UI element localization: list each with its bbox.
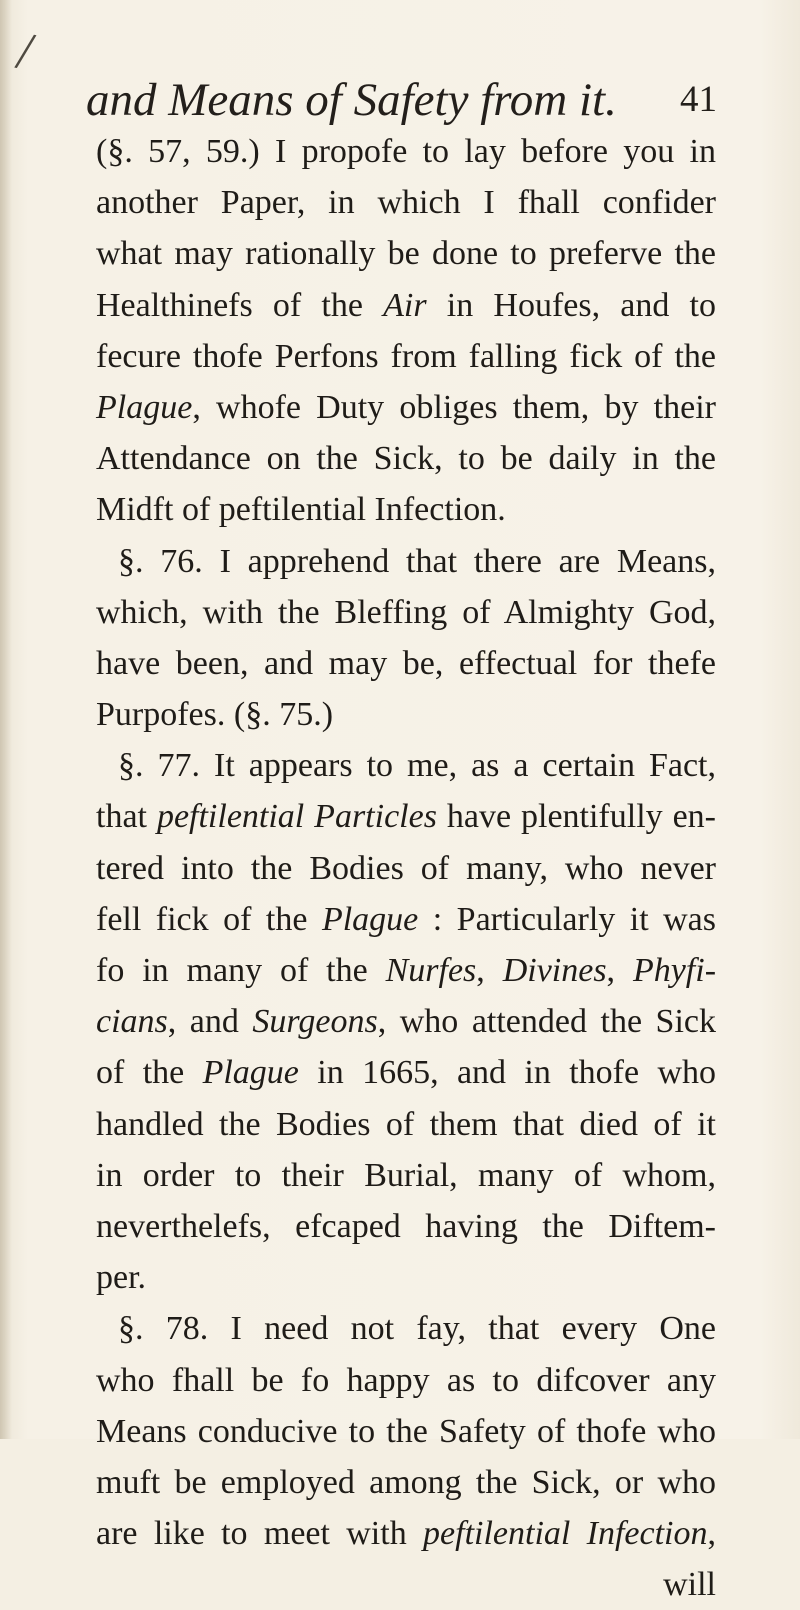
text-line: who fhall be fo happy as to difcover any bbox=[96, 1361, 716, 1399]
text-line: (§. 57, 59.) I propofe to lay before you in bbox=[96, 133, 716, 170]
italic-word: Phyfi- bbox=[632, 952, 717, 989]
text-line: Purpofes. (§. 75.) bbox=[96, 696, 334, 734]
text-line: handled the Bodies of them that died of it bbox=[96, 1105, 716, 1143]
binding-edge bbox=[0, 0, 12, 1439]
text-line: fell fick of the Plague : Particularly it was bbox=[96, 900, 717, 938]
italic-word: cians bbox=[96, 1003, 168, 1041]
italic-word: Nurfes bbox=[385, 952, 477, 989]
text-line: neverthelefs, efcaped having the Diftem- bbox=[96, 1207, 716, 1245]
italic-word: Plague bbox=[96, 388, 193, 426]
italic-word: Divines bbox=[502, 952, 607, 989]
italic-word: Plague bbox=[202, 1054, 299, 1092]
text-line: fecure thofe Perfons from falling fick of the bbox=[96, 337, 716, 375]
italic-word: Plague bbox=[321, 900, 419, 938]
text-line: cians, and Surgeons, who attended the Sick bbox=[96, 1003, 717, 1041]
text-line: are like to meet with peftilential Infection, bbox=[96, 1515, 716, 1553]
italic-word: Surgeons bbox=[252, 1003, 378, 1041]
text-line: another Paper, in which I fhall confider bbox=[96, 184, 716, 222]
text-line: Means conducive to the Safety of thofe who bbox=[96, 1412, 716, 1450]
body-text bbox=[96, 126, 716, 1610]
running-head: and Means of Safety from it. bbox=[86, 74, 617, 126]
text-line: have been, and may be, effectual for thefe bbox=[96, 644, 716, 682]
text-line: which, with the Bleffing of Almighty God, bbox=[96, 593, 716, 631]
text-line: that peftilential Particles have plentifully en- bbox=[96, 798, 716, 836]
text-line: Midft of peftilential Infection. bbox=[96, 491, 506, 529]
text-line: §. 77. It appears to me, as a certain Fact, bbox=[118, 747, 716, 785]
text-line: §. 78. I need not fay, that every One bbox=[118, 1310, 716, 1348]
text-line: what may rationally be done to preferve the bbox=[96, 235, 716, 273]
text-line: fo in many of the Nurfes, Divines, Phyfi- bbox=[96, 952, 717, 989]
text-line: tered into the Bodies of many, who never bbox=[96, 849, 716, 887]
text-line: Healthinefs of the Air in Houfes, and to bbox=[96, 286, 717, 324]
text-line: Plague, whofe Duty obliges them, by their bbox=[96, 388, 716, 426]
italic-word: peftilential Particles bbox=[156, 798, 437, 836]
text-line: §. 76. I apprehend that there are Means, bbox=[118, 542, 716, 580]
italic-word: peftilential Infection bbox=[423, 1515, 708, 1553]
text-line: per. bbox=[96, 1259, 147, 1297]
text-line: muft be employed among the Sick, or who bbox=[96, 1463, 716, 1501]
page-number: 41 bbox=[680, 79, 717, 120]
italic-word: Air bbox=[383, 286, 427, 324]
text-line: of the Plague in 1665, and in thofe who bbox=[96, 1054, 716, 1092]
margin-mark: / bbox=[11, 20, 40, 82]
text-line: Attendance on the Sick, to be daily in the bbox=[96, 440, 716, 478]
catchword: will bbox=[663, 1566, 716, 1604]
text-line: in order to their Burial, many of whom, bbox=[96, 1156, 716, 1194]
